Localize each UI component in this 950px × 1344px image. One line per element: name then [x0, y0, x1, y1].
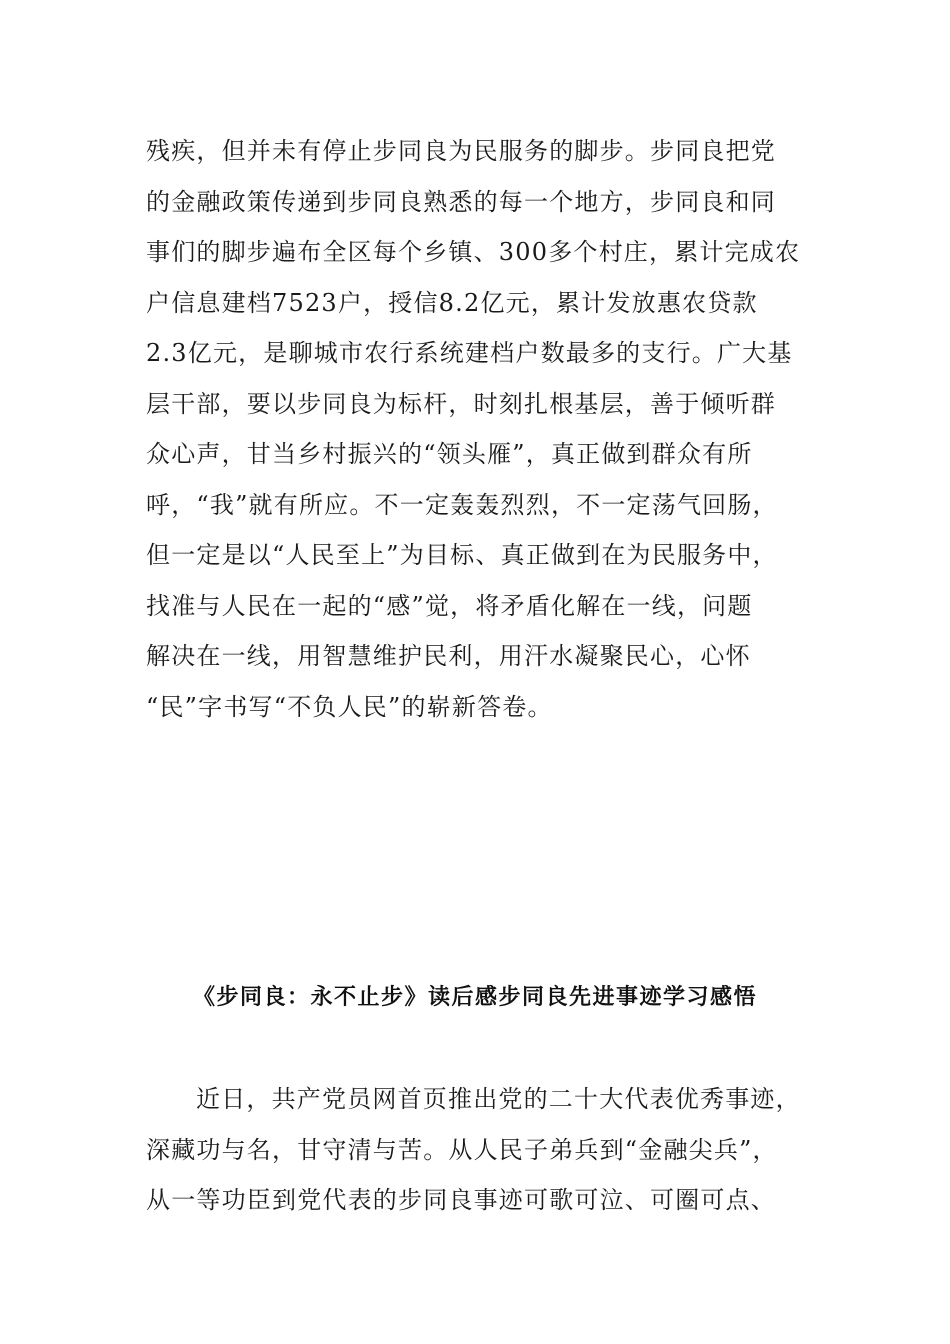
- text-line: 户信息建档7523户，授信8.2亿元，累计发放惠农贷款: [146, 288, 758, 317]
- text-line: 事们的脚步遍布全区每个乡镇、300多个村庄，累计完成农: [146, 238, 801, 266]
- text-line: “民”字书写“不负人民”的崭新答卷。: [146, 692, 553, 721]
- text-line: 从一等功臣到党代表的步同良事迹可歌可泣、可圈可点、: [146, 1186, 776, 1214]
- text-line: 呼，“我”就有所应。不一定轰轰烈烈，不一定荡气回肠，: [146, 490, 778, 519]
- text-line: 解决在一线，用智慧维护民利，用汗水凝聚民心，心怀: [146, 642, 751, 670]
- body-paragraph-1: [146, 126, 816, 732]
- text-line: 残疾，但并未有停止步同良为民服务的脚步。步同良把党: [146, 137, 776, 165]
- text-line: 2.3亿元，是聊城市农行系统建档户数最多的支行。广大基: [146, 339, 793, 367]
- text-line: 深藏功与名，甘守清与苦。从人民子弟兵到“金融尖兵”，: [146, 1135, 778, 1164]
- text-line: 的金融政策传递到步同良熟悉的每一个地方，步同良和同: [146, 187, 776, 216]
- text-line: 但一定是以“人民至上”为目标、真正做到在为民服务中，: [146, 541, 778, 569]
- body-paragraph-2: [146, 1074, 816, 1226]
- text-line: 众心声，甘当乡村振兴的“领头雁”，真正做到群众有所: [146, 440, 753, 468]
- text-line: 层干部，要以步同良为标杆，时刻扎根基层，善于倾听群: [146, 389, 776, 418]
- text-line: 近日，共产党员网首页推出党的二十大代表优秀事迹，: [196, 1085, 801, 1113]
- section-title: 《步同良：永不止步》读后感步同良先进事迹学习感悟: [192, 985, 757, 1010]
- text-line: 找准与人民在一起的“感”觉，将矛盾化解在一线，问题: [146, 591, 753, 620]
